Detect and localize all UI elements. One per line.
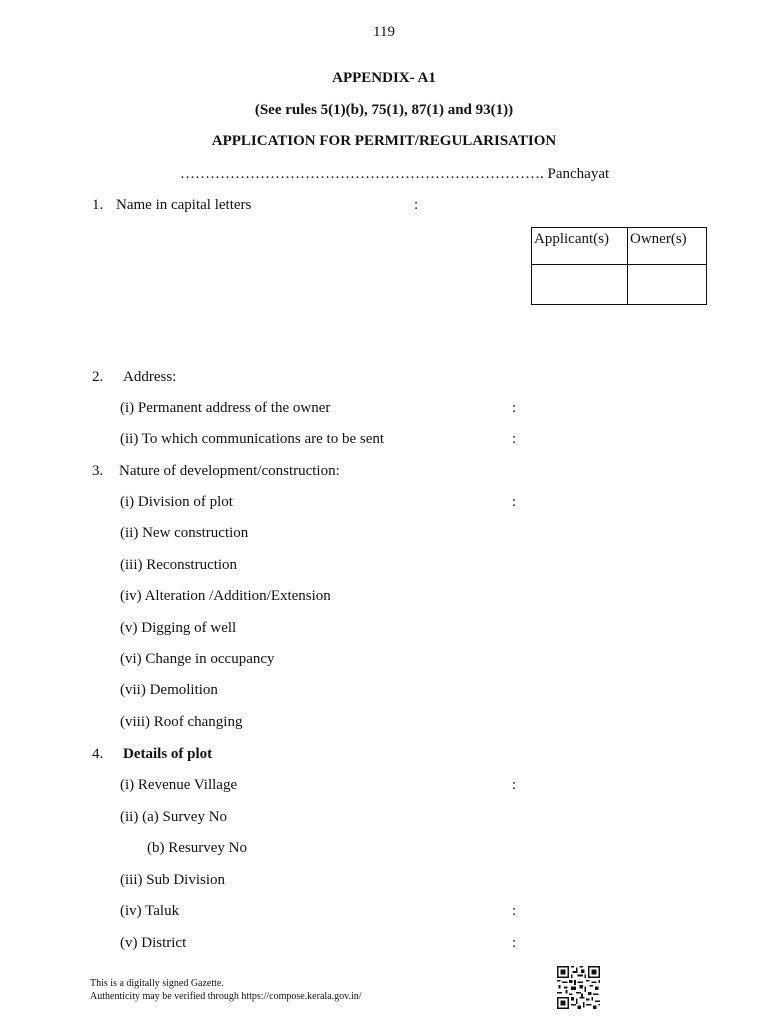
q4-item-colon: : <box>512 903 517 919</box>
q4-number: 4. <box>92 746 104 762</box>
q3-item-new-construction: (ii) New construction <box>120 525 249 541</box>
footer-authenticity-note: Authenticity may be verified through https://compose.kerala.gov.in/ <box>90 991 362 1002</box>
q4-item-taluk: (iv) Taluk <box>120 903 180 919</box>
q3-item-digging-of-well: (v) Digging of well <box>120 620 237 636</box>
q4-item-colon: : <box>512 935 517 951</box>
q2-number: 2. <box>92 369 104 385</box>
q4-item-survey-no: (ii) (a) Survey No <box>120 809 228 825</box>
q1-label: Name in capital letters <box>116 197 252 213</box>
q4-label: Details of plot <box>123 746 213 762</box>
q4-item-district: (v) District <box>120 935 187 951</box>
q2-label: Address: <box>123 369 177 385</box>
page-number: 119 <box>373 24 395 40</box>
qr-code-icon <box>556 966 601 1009</box>
panchayat-line: ………………………………………………………………. Panchayat <box>180 166 610 182</box>
applicant-cell[interactable] <box>532 265 628 305</box>
q3-item-reconstruction: (iii) Reconstruction <box>120 557 238 573</box>
q3-label: Nature of development/construction: <box>119 463 340 479</box>
q1-number: 1. <box>92 197 104 213</box>
q2-item-communication-address: (ii) To which communications are to be sent <box>120 431 385 447</box>
q3-item-division-of-plot: (i) Division of plot <box>120 494 233 510</box>
q3-number: 3. <box>92 463 104 479</box>
q3-item-roof-changing: (viii) Roof changing <box>120 714 243 730</box>
q4-item-revenue-village: (i) Revenue Village <box>120 777 238 793</box>
footer-gazette-note: This is a digitally signed Gazette. <box>90 978 224 989</box>
owner-header: Owner(s) <box>628 228 707 265</box>
q2-item-colon: : <box>512 431 517 447</box>
rules-reference: (See rules 5(1)(b), 75(1), 87(1) and 93(1)) <box>254 102 514 118</box>
owner-cell[interactable] <box>628 265 707 305</box>
q4-item-sub-division: (iii) Sub Division <box>120 872 226 888</box>
form-title: APPLICATION FOR PERMIT/REGULARISATION <box>211 133 557 149</box>
q4-item-colon: : <box>512 777 517 793</box>
q3-item-demolition: (vii) Demolition <box>120 682 218 698</box>
q3-item-colon: : <box>512 494 517 510</box>
q2-item-permanent-address: (i) Permanent address of the owner <box>120 400 331 416</box>
q1-colon: : <box>414 197 419 213</box>
appendix-heading: APPENDIX- A1 <box>332 70 436 86</box>
q3-item-alteration: (iv) Alteration /Addition/Extension <box>120 588 331 604</box>
q3-item-change-in-occupancy: (vi) Change in occupancy <box>120 651 275 667</box>
q2-item-colon: : <box>512 400 517 416</box>
applicant-header: Applicant(s) <box>532 228 628 265</box>
q4-item-resurvey-no: (b) Resurvey No <box>147 840 247 856</box>
applicant-owner-table <box>531 227 707 305</box>
